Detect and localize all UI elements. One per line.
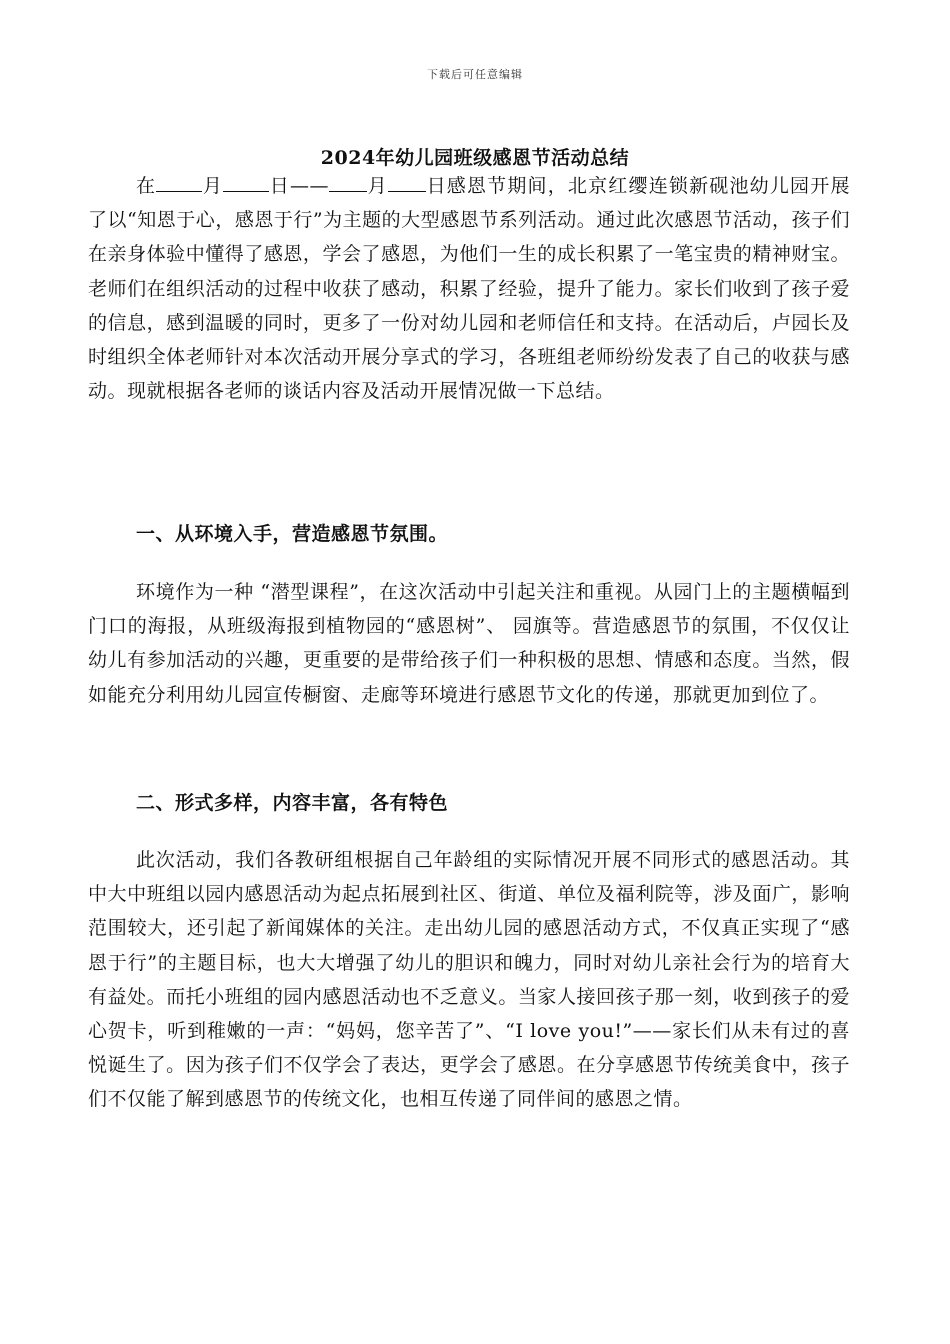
intro-prefix: 在 [136,175,157,197]
intro-month-2: 月 [366,175,388,197]
intro-day-1: 日—— [269,175,329,197]
header-note: 下载后可任意编辑 [427,68,523,81]
blank-day-1 [223,171,269,192]
blank-day-2 [388,171,426,192]
blank-month-1 [156,171,202,192]
intro-month-1: 月 [202,175,224,197]
section-1-heading: 一、从环境入手，营造感恩节氛围。 [136,523,449,545]
blank-month-2 [329,171,367,192]
section-2-heading: 二、形式多样，内容丰富，各有特色 [136,792,449,814]
document-title: 2024年幼儿园班级感恩节活动总结 [320,147,630,169]
section-2-paragraph: 此次活动，我们各教研组根据自己年龄组的实际情况开展不同形式的感恩活动。其中大中班组以园内感恩活动为起点拓展到社区、街道、单位及福利院等，涉及面广，影响范围较大，还引起了新闻媒体的关注。走出幼儿园的感恩活动方式，不仅真正实现了“感恩于行”的主题目标，也大大增强了幼儿的胆识和魄力，同时对幼儿亲社会行为的培育大有益处。而托小班组的园内感恩活动也不乏意义。当家人接回孩子那一刻，收到孩子的爱心贺卡，听到稚嫩的一声：“妈妈，您辛苦了”、“I love you!”——家长们从未有过的喜悦诞生了。因为孩子们不仅学会了表达，更学会了感恩。在分享感恩节传统美食中，孩子们不仅能了解到感恩节的传统文化，也相互传递了同伴间的感恩之情。 [88,849,850,1111]
intro-body: 日感恩节期间，北京红缨连锁新砚池幼儿园开展了以“知恩于心，感恩于行”为主题的大型感恩节系列活动。通过此次感恩节活动，孩子们在亲身体验中懂得了感恩，学会了感恩，为他们一生的成长积累了一笔宝贵的精神财宝。老师们在组织活动的过程中收获了感动，积累了经验，提升了能力。家长们收到了孩子爱的信息，感到温暖的同时，更多了一份对幼儿园和老师信任和支持。在活动后，卢园长及时组织全体老师针对本次活动开展分享式的学习，各班组老师纷纷发表了自己的收获与感动。现就根据各老师的谈话内容及活动开展情况做一下总结。 [88,175,850,403]
intro-paragraph [88,169,850,408]
section-1-paragraph: 环境作为一种 “潜型课程”，在这次活动中引起关注和重视。从园门上的主题横幅到门口的海报，从班级海报到植物园的“感恩树”、 园旗等。营造感恩节的氛围，不仅仅让幼儿有参加活动的兴趣，更重要的是带给孩子们一种积极的思想、情感和态度。当然，假如能充分利用幼儿园宣传橱窗、走廊等环境进行感恩节文化的传递，那就更加到位了。 [88,581,850,706]
